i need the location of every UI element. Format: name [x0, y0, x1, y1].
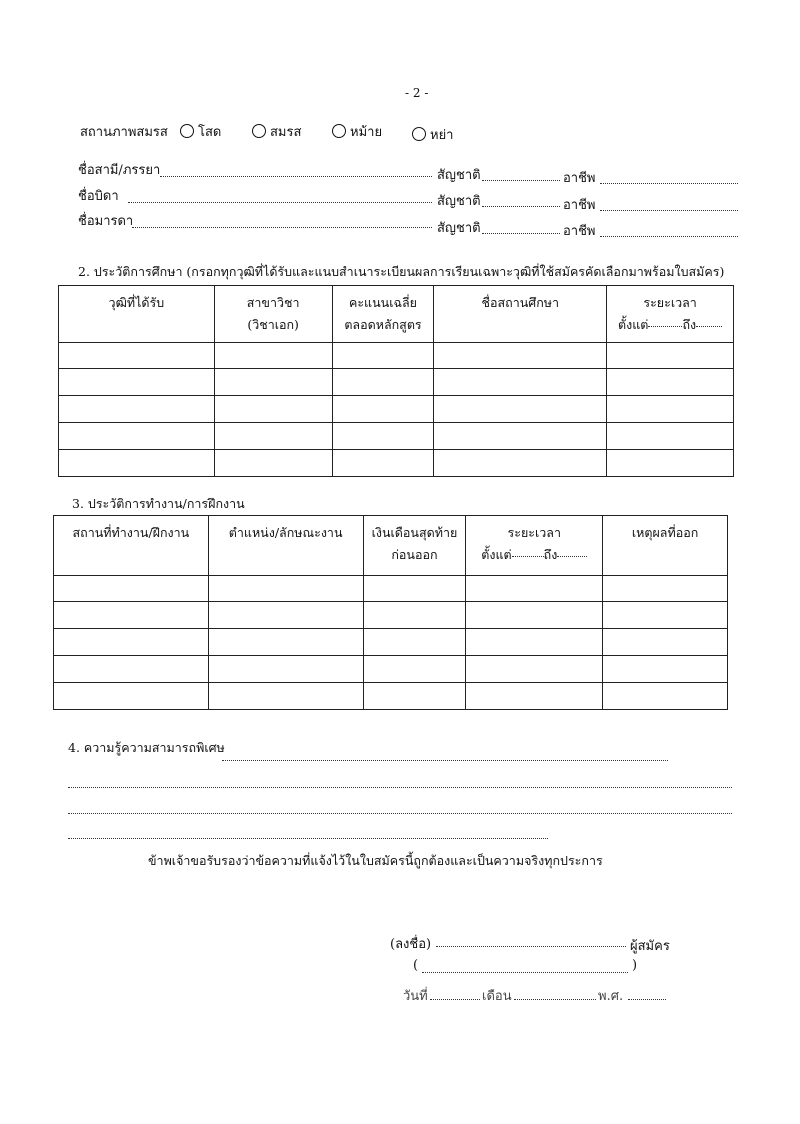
- work-heading: 3. ประวัติการทำงาน/การฝึกงาน: [72, 496, 245, 511]
- table-row: [54, 602, 728, 629]
- table-row: [59, 369, 734, 396]
- marital-status-label: สถานภาพสมรส: [80, 125, 168, 140]
- education-table-header: [59, 286, 734, 343]
- marital-option-widowed[interactable]: หม้าย: [332, 121, 382, 142]
- mother-nationality-label: สัญชาติ: [437, 221, 481, 236]
- applicant-label: ผู้สมัคร: [630, 939, 670, 954]
- father-label: ชื่อบิดา: [78, 189, 119, 204]
- table-row: [59, 423, 734, 450]
- radio-circle-icon[interactable]: [332, 124, 346, 138]
- skills-line-2[interactable]: [68, 787, 732, 788]
- work-period-header: ระยะเวลา ตั้งแต่ ถึง: [466, 516, 603, 576]
- month-label: เดือน: [482, 989, 512, 1004]
- father-name-field[interactable]: [128, 202, 432, 203]
- marital-status-row: [80, 121, 168, 142]
- printed-name-field[interactable]: [422, 972, 628, 973]
- year-label: พ.ศ.: [598, 989, 624, 1004]
- skills-line-4[interactable]: [68, 838, 548, 839]
- date-month-field[interactable]: [514, 999, 596, 1000]
- work-table-header: [54, 516, 728, 576]
- table-row: [54, 683, 728, 710]
- reason-header: เหตุผลที่ออก: [603, 516, 728, 576]
- spouse-label: ชื่อสามี/ภรรยา: [78, 163, 161, 178]
- table-row: [59, 343, 734, 369]
- table-row: [59, 396, 734, 423]
- marital-option-married[interactable]: สมรส: [252, 121, 301, 142]
- radio-circle-icon[interactable]: [180, 124, 194, 138]
- school-header: ชื่อสถานศึกษา: [434, 286, 607, 343]
- father-occupation-label: อาชีพ: [563, 198, 596, 213]
- spouse-name-field[interactable]: [160, 176, 432, 177]
- table-row: [54, 576, 728, 602]
- work-table: [53, 515, 728, 710]
- table-row: [59, 450, 734, 477]
- open-paren: (: [413, 958, 419, 973]
- close-paren: ): [632, 958, 638, 973]
- salary-header: เงินเดือนสุดท้าย ก่อนออก: [363, 516, 466, 576]
- mother-label: ชื่อมารดา: [78, 214, 134, 229]
- spouse-nationality-field[interactable]: [482, 180, 560, 181]
- mother-occupation-field[interactable]: [600, 236, 738, 237]
- certification-statement: ข้าพเจ้าขอรับรองว่าข้อความที่แจ้งไว้ในใบสมัครนี้ถูกต้องและเป็นความจริงทุกประการ: [148, 853, 603, 868]
- signature-field[interactable]: [436, 946, 626, 947]
- date-year-field[interactable]: [628, 999, 666, 1000]
- education-table: [58, 285, 734, 477]
- major-header: สาขาวิชา (วิชาเอก): [214, 286, 332, 343]
- marital-option-single[interactable]: โสด: [180, 121, 221, 142]
- skills-heading: 4. ความรู้ความสามารถพิเศษ: [68, 740, 225, 755]
- workplace-header: สถานที่ทำงาน/ฝึกงาน: [54, 516, 209, 576]
- mother-name-field[interactable]: [132, 227, 432, 228]
- spouse-nationality-label: สัญชาติ: [437, 168, 481, 183]
- table-row: [54, 656, 728, 683]
- spouse-occupation-label: อาชีพ: [563, 171, 596, 186]
- father-occupation-field[interactable]: [600, 210, 738, 211]
- skills-line-3[interactable]: [68, 813, 732, 814]
- sign-label: (ลงชื่อ): [390, 937, 432, 952]
- skills-line-1[interactable]: [222, 760, 668, 761]
- date-label: วันที่: [403, 989, 428, 1004]
- gpa-header: คะแนนเฉลี่ย ตลอดหลักสูตร: [332, 286, 434, 343]
- period-header: ระยะเวลา ตั้งแต่ ถึง: [607, 286, 734, 343]
- page-number: - 2 -: [405, 86, 429, 100]
- position-header: ตำแหน่ง/ลักษณะงาน: [208, 516, 363, 576]
- radio-circle-icon[interactable]: [412, 127, 426, 141]
- spouse-occupation-field[interactable]: [600, 183, 738, 184]
- mother-occupation-label: อาชีพ: [563, 224, 596, 239]
- education-heading: 2. ประวัติการศึกษา (กรอกทุกวุฒิที่ได้รับและแนบสำเนาระเบียนผลการเรียนเฉพาะวุฒิที่ใช้สมัครคัดเลือกมาพร้อมใบสมัคร): [78, 264, 725, 279]
- marital-option-divorced[interactable]: หย่า: [412, 124, 454, 145]
- degree-header: วุฒิที่ได้รับ: [59, 286, 215, 343]
- father-nationality-label: สัญชาติ: [437, 194, 481, 209]
- date-day-field[interactable]: [430, 999, 480, 1000]
- father-nationality-field[interactable]: [482, 206, 560, 207]
- table-row: [54, 629, 728, 656]
- radio-circle-icon[interactable]: [252, 124, 266, 138]
- mother-nationality-field[interactable]: [482, 233, 560, 234]
